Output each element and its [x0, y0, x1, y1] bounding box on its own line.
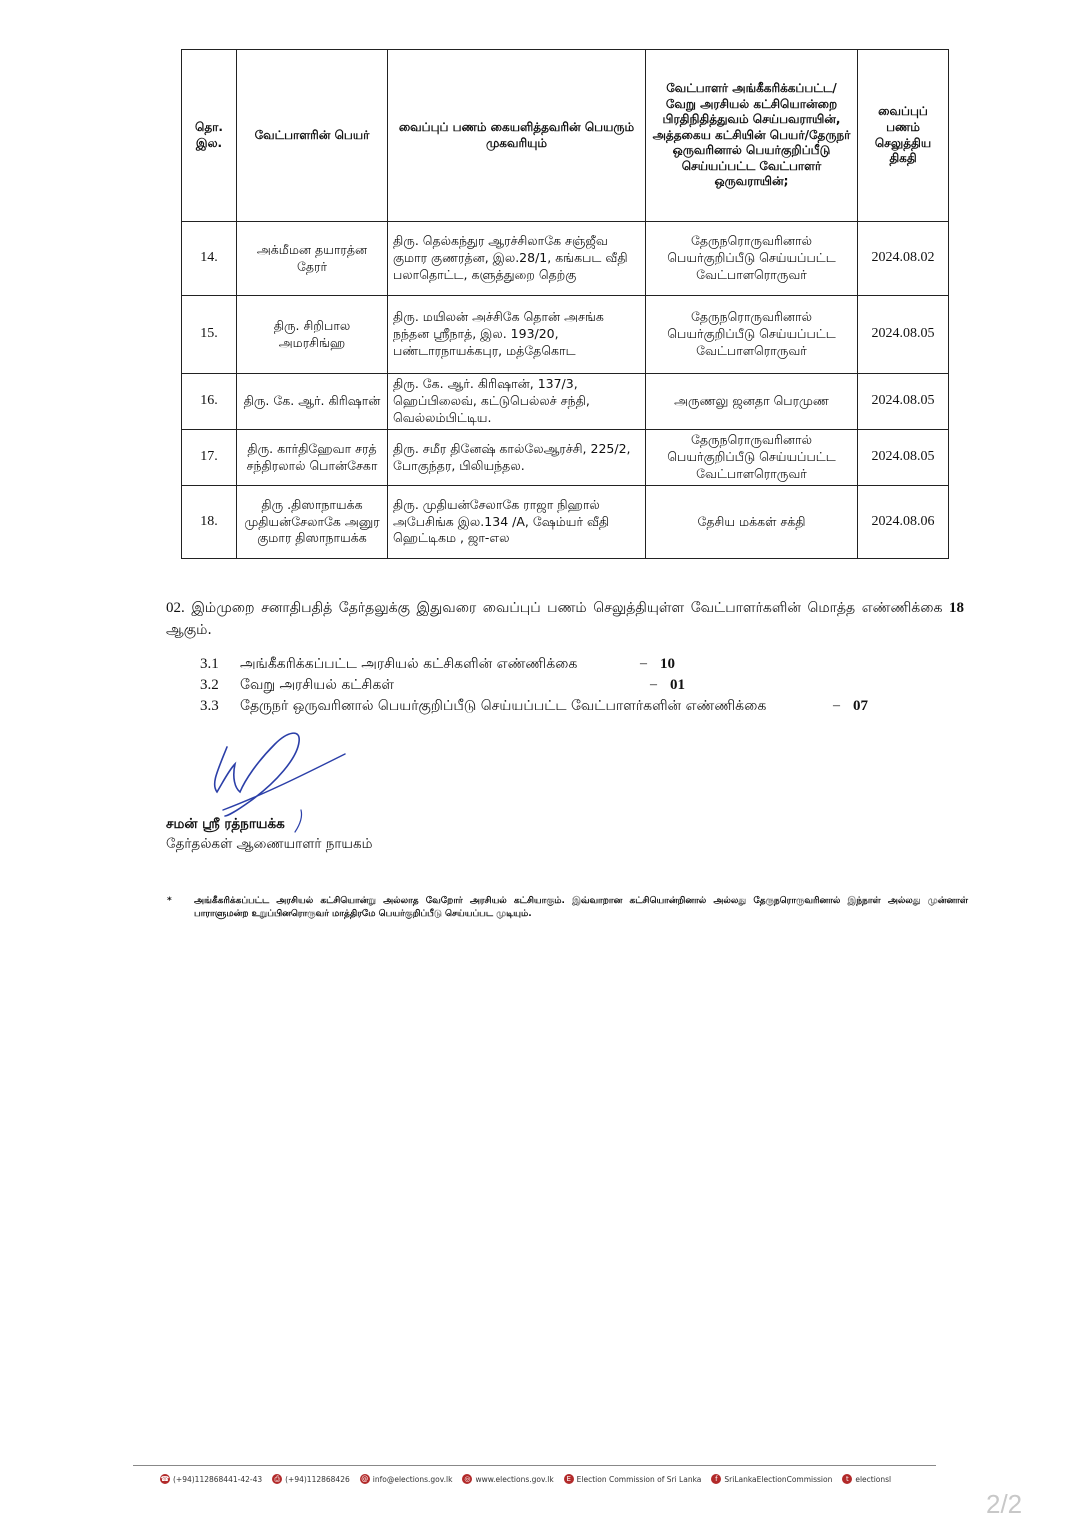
row-serial-no: 17.: [182, 430, 237, 486]
footer-twitter-text[interactable]: electionsl: [855, 1474, 892, 1484]
paragraph-number: 02.: [166, 600, 185, 616]
web-icon: ◎: [464, 1475, 471, 1483]
header-party: வேட்பாளர் அங்கீகரிக்கப்பட்ட/ வேறு அரசியல் கட்சியொன்றை பிரதிநிதித்துவம் செய்பவராயின், அத்தகைய கட்சியின் பெயர்/தேருநர் ஒருவரினால் பெயர்குறிப்பீடு செய்யப்பட்ட வேட்பாளர் ஒருவராயின்;: [646, 50, 858, 222]
header-deposit-date: வைப்புப் பணம் செலுத்திய திகதி: [858, 50, 949, 222]
row-party: அருணலு ஜனதா பெரமுண: [646, 374, 858, 430]
row-deposit-date: 2024.08.05: [858, 374, 949, 430]
footer-web[interactable]: [462, 1474, 553, 1484]
row-depositor: திரு. தெல்கந்துர ஆரச்சிலாகே சஞ்ஜீவ குமார குணரத்ன, இல.28/1, கங்கபட வீதி பலாதொட்ட, களுத்துறை தெற்கு: [388, 222, 646, 296]
page-number: 2/2: [986, 1489, 1023, 1519]
row-depositor: திரு. முதியன்சேலாகே ராஜா நிஹால் அபேசிங்க இல.134 /A, ஷேம்யர் வீதி ஹெட்டிகம , ஜா-எல: [388, 486, 646, 559]
row-deposit-date: 2024.08.05: [858, 430, 949, 486]
summary-item-dash: –: [650, 677, 657, 692]
row-candidate-name: அக்மீமன தயாரத்ன தேரர்: [237, 222, 388, 296]
table-row: [182, 374, 949, 430]
row-deposit-date: 2024.08.06: [858, 486, 949, 559]
row-candidate-name: திரு. கார்திஹேவா சரத் சந்திரலால் பொன்சேகா: [237, 430, 388, 486]
total-count-paragraph: [166, 597, 964, 641]
table-row: [182, 486, 949, 559]
footer-facebook-text[interactable]: SriLankaElectionCommission: [724, 1474, 833, 1484]
summary-item-value: 10: [660, 656, 675, 672]
footer-fax: [272, 1474, 350, 1484]
row-candidate-name: திரு. கே. ஆர். கிரிஷான்: [237, 374, 388, 430]
footnote: [163, 895, 968, 921]
summary-item-label: வேறு அரசியல் கட்சிகள்: [240, 677, 394, 693]
summary-item-value: 01: [670, 677, 685, 693]
header-serial-no: தொ. இல.: [182, 50, 237, 222]
facebook-icon: f: [711, 1474, 721, 1484]
paragraph-text-end: ஆகும்.: [166, 621, 212, 638]
footnote-text: அங்கீகரிக்கப்பட்ட அரசியல் கட்சியொன்று அல்லாத வேறோர் அரசியல் கட்சியாகும். இவ்வாறான கட்சியொன்றினால் அல்லது தேருநரொருவரினால் இந்நாள் அல்லது முன்னாள் பாராளுமன்ற உறுப்பினரொருவர் மாத்திரமே பெயர்குறிப்பீடு செய்யப்பட முடியும்.: [194, 896, 968, 920]
row-serial-no: 14.: [182, 222, 237, 296]
signatory-title: தேர்தல்கள் ஆணையாளர் நாயகம்: [166, 836, 373, 852]
footer-web-text[interactable]: www.elections.gov.lk: [475, 1474, 554, 1484]
footer-email-text[interactable]: info@elections.gov.lk: [372, 1474, 453, 1484]
summary-item-label: தேருநர் ஒருவரினால் பெயர்குறிப்பீடு செய்யப்பட்ட வேட்பாளர்களின் எண்ணிக்கை: [240, 698, 767, 714]
summary-item-dash: –: [833, 698, 840, 713]
footer-email[interactable]: [360, 1474, 453, 1484]
total-count-value: 18: [949, 600, 964, 616]
row-party: தேசிய மக்கள் சக்தி: [646, 486, 858, 559]
footer-commission: [564, 1474, 702, 1484]
row-depositor: திரு. கே. ஆர். கிரிஷான், 137/3, ஹெப்பிலைவ், கட்டுபெல்லச் சந்தி, வெல்லம்பிட்டிய.: [388, 374, 646, 430]
footer-fax-text: (+94)112868426: [285, 1474, 350, 1484]
row-candidate-name: திரு. சிறிபால அமரசிங்ஹ: [237, 296, 388, 374]
row-depositor: திரு. சமீர தினேஷ் கால்லேஆரச்சி, 225/2, போகுந்தர, பிலியந்தல.: [388, 430, 646, 486]
list-item: [200, 698, 900, 719]
row-serial-no: 18.: [182, 486, 237, 559]
row-party: தேருநரொருவரினால் பெயர்குறிப்பீடு செய்யப்பட்ட வேட்பாளரொருவர்: [646, 222, 858, 296]
summary-item-label: அங்கீகரிக்கப்பட்ட அரசியல் கட்சிகளின் எண்ணிக்கை: [240, 656, 578, 672]
header-candidate-name: வேட்பாளரின் பெயர்: [237, 50, 388, 222]
contact-footer: [160, 1471, 950, 1487]
list-item: [200, 677, 900, 698]
footer-divider: [133, 1465, 936, 1466]
row-deposit-date: 2024.08.05: [858, 296, 949, 374]
row-deposit-date: 2024.08.02: [858, 222, 949, 296]
row-depositor: திரு. மயிலன் அச்சிகே தொன் அசங்க நந்தன ஸ்ரீநாத், இல. 193/20, பண்டாரநாயக்கபுர, மத்தேகொட: [388, 296, 646, 374]
logo-icon: E: [564, 1474, 574, 1484]
footer-phone-text: (+94)112868441-42-43: [173, 1474, 263, 1484]
email-icon: @: [361, 1475, 369, 1483]
row-party: தேருநரொருவரினால் பெயர்குறிப்பீடு செய்யப்பட்ட வேட்பாளரொருவர்: [646, 296, 858, 374]
footer-facebook[interactable]: [711, 1474, 832, 1484]
signatory-name: சமன் ஸ்ரீ ரத்நாயக்க: [166, 816, 285, 832]
list-item: [200, 656, 900, 677]
table-row: [182, 430, 949, 486]
table-row: [182, 222, 949, 296]
footnote-marker: *: [167, 896, 172, 906]
footer-phone: [160, 1474, 262, 1484]
summary-item-value: 07: [853, 698, 868, 714]
paragraph-text: இம்முறை சனாதிபதித் தேர்தலுக்கு இதுவரை வைப்புப் பணம் செலுத்தியுள்ள வேட்பாளர்களின் மொத்த எண்ணிக்கை: [191, 600, 943, 616]
header-depositor: வைப்புப் பணம் கையளித்தவரின் பெயரும் முகவரியும்: [388, 50, 646, 222]
twitter-icon: t: [842, 1474, 852, 1484]
fax-icon: ⎙: [272, 1474, 282, 1484]
row-party: தேருநரொருவரினால் பெயர்குறிப்பீடு செய்யப்பட்ட வேட்பாளரொருவர்: [646, 430, 858, 486]
summary-item-dash: –: [640, 656, 647, 671]
table-row: [182, 296, 949, 374]
footer-twitter[interactable]: [842, 1474, 891, 1484]
deposit-table: [181, 49, 949, 559]
footer-commission-text: Election Commission of Sri Lanka: [576, 1474, 702, 1484]
summary-item-number: 3.2: [200, 677, 219, 693]
summary-item-number: 3.3: [200, 698, 219, 714]
row-candidate-name: திரு .திஸாநாயக்க முதியன்சேலாகே அனுர குமார திஸாநாயக்க: [237, 486, 388, 559]
summary-item-number: 3.1: [200, 656, 219, 672]
row-serial-no: 15.: [182, 296, 237, 374]
summary-list: [200, 656, 900, 719]
phone-icon: ☎: [160, 1475, 170, 1483]
row-serial-no: 16.: [182, 374, 237, 430]
